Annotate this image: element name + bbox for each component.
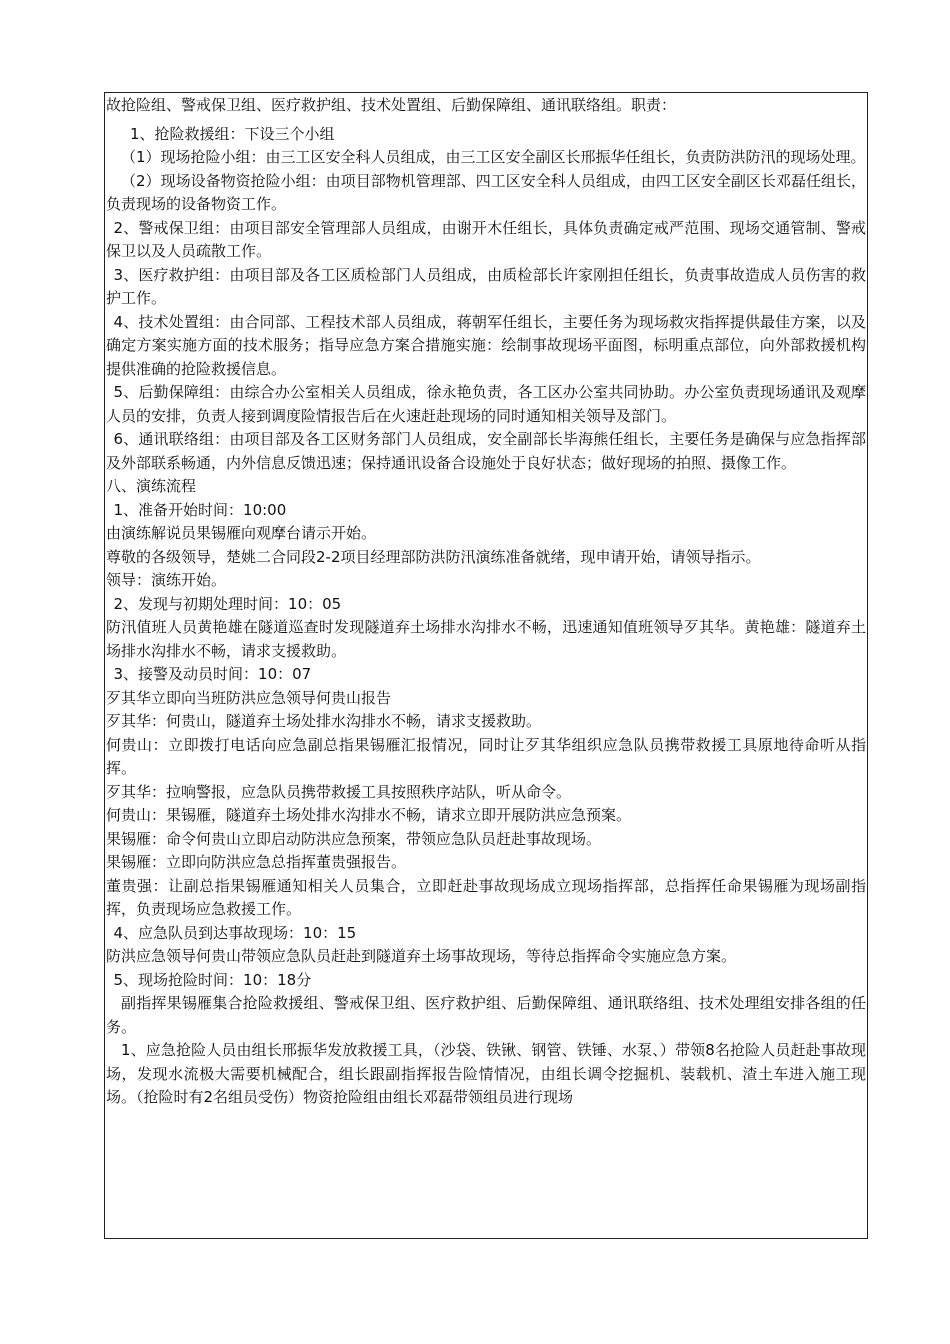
paragraph: 歹其华立即向当班防洪应急领导何贵山报告 — [106, 688, 392, 707]
paragraph: 副指挥果锡雁集合抢险救援组、警戒保卫组、医疗救护组、后勤保障组、通讯联络组、技术处理组安排各组的任务。 — [106, 994, 866, 1036]
paragraph: 何贵山：果锡雁，隧道弃土场处排水沟排水不畅，请求立即开展防洪应急预案。 — [106, 806, 632, 824]
step-heading-prepare: 1、准备开始时间：10:00 — [113, 500, 287, 519]
step-heading-discovery: 2、发现与初期处理时间：10：05 — [113, 594, 342, 613]
paragraph-equipment-team: （2）现场设备物资抢险小组：由项目部物机管理部、四工区安全科人员组成，由四工区安全副区长邓磊任组长，负责现场的设备物资工作。 — [106, 171, 866, 213]
document-body — [106, 94, 866, 1110]
paragraph: 防洪应急领导何贵山带领应急队员赶赴到隧道弃土场事故现场，等待总指挥命令实施应急方案。 — [106, 947, 737, 965]
paragraph: 领导：演练开始。 — [106, 571, 227, 589]
step-heading-arrival: 4、应急队员到达事故现场：10：15 — [113, 923, 357, 942]
paragraph-technical-group: 4、技术处置组：由合同部、工程技术部人员组成，蒋朝军任组长，主要任务为现场救灾指挥提供最佳方案，以及确定方案实施方面的技术服务；指导应急方案合措施实施：绘制事故现场平面图，标明重点部位，向外部救援机构提供准确的抢险救援信息。 — [106, 312, 866, 378]
step-heading-rescue: 5、现场抢险时间：10：18分 — [113, 970, 312, 989]
paragraph: 防汛值班人员黄艳雄在隧道巡查时发现隧道弃土场排水沟排水不畅，迅速通知值班领导歹其华。黄艳雄：隧道弃土场排水沟排水不畅，请求支援救助。 — [106, 618, 866, 660]
paragraph-logistics-group: 5、后勤保障组：由综合办公室相关人员组成，徐永艳负责，各工区办公室共同协助。办公室负责现场通讯及观摩人员的安排，负责人接到调度险情报告后在火速赶赴现场的同时通知相关领导及部门。 — [106, 383, 866, 425]
paragraph-communication-group: 6、通讯联络组：由项目部及各工区财务部门人员组成，安全副部长毕海熊任组长，主要任务是确保与应急指挥部及外部联系畅通，内外信息反馈迅速；保持通讯设备合设施处于良好状态；做好现场的拍照、摄像工作。 — [106, 430, 866, 472]
step-heading-alarm: 3、接警及动员时间：10：07 — [113, 665, 312, 683]
paragraph: 1、应急抢险人员由组长邢振华发放救援工具，（沙袋、铁锹、钢管、铁锤、水泵、）带领8名抢险人员赶赴事故现场，发现水流极大需要机械配合，组长跟副指挥报告险情情况，由组长调令挖掘机、装载机、渣土车进入施工现场。（抢险时有2名组员受伤）物资抢险组由组长邓磊带领组员进行现场 — [106, 1041, 866, 1106]
paragraph: 果锡雁：命令何贵山立即启动防洪应急预案，带领应急队员赶赴事故现场。 — [106, 829, 602, 848]
paragraph-onsite-team: （1）现场抢险小组：由三工区安全科人员组成，由三工区安全副区长邢振华任组长，负责防洪防汛的现场处理。 — [121, 148, 866, 166]
paragraph: 歹其华：拉响警报，应急队员携带救援工具按照秩序站队，听从命令。 — [106, 782, 572, 801]
paragraph: 由演练解说员果锡雁向观摩台请示开始。 — [106, 524, 377, 542]
paragraph: 何贵山：立即拨打电话向应急副总指果锡雁汇报情况，同时让歹其华组织应急队员携带救援工具原地待命听从指挥。 — [106, 735, 866, 777]
paragraph: 歹其华：何贵山，隧道弃土场处排水沟排水不畅，请求支援救助。 — [106, 712, 542, 730]
paragraph: 果锡雁：立即向防洪应急总指挥董贵强报告。 — [106, 853, 407, 871]
paragraph-intro: 故抢险组、警戒保卫组、医疗救护组、技术处置组、后勤保障组、通讯联络组。职责： — [106, 96, 677, 114]
paragraph-rescue-group: 1、抢险救援组：下设三个小组 — [130, 124, 335, 143]
section-heading-drill-flow: 八、演练流程 — [106, 477, 197, 495]
paragraph: 董贵强：让副总指果锡雁通知相关人员集合，立即赶赴事故现场成立现场指挥部，总指挥任命果锡雁为现场副指挥，负责现场应急救援工作。 — [106, 876, 866, 918]
paragraph-security-group: 2、警戒保卫组：由项目部安全管理部人员组成，由谢开木任组长，具体负责确定戒严范围、现场交通管制、警戒保卫以及人员疏散工作。 — [106, 218, 866, 260]
paragraph-medical-group: 3、医疗救护组：由项目部及各工区质检部门人员组成，由质检部长许家刚担任组长，负责事故造成人员伤害的救护工作。 — [106, 265, 866, 307]
paragraph: 尊敬的各级领导，楚姚二合同段2-2项目经理部防洪防汛演练准备就绪，现申请开始，请领导指示。 — [106, 547, 761, 566]
